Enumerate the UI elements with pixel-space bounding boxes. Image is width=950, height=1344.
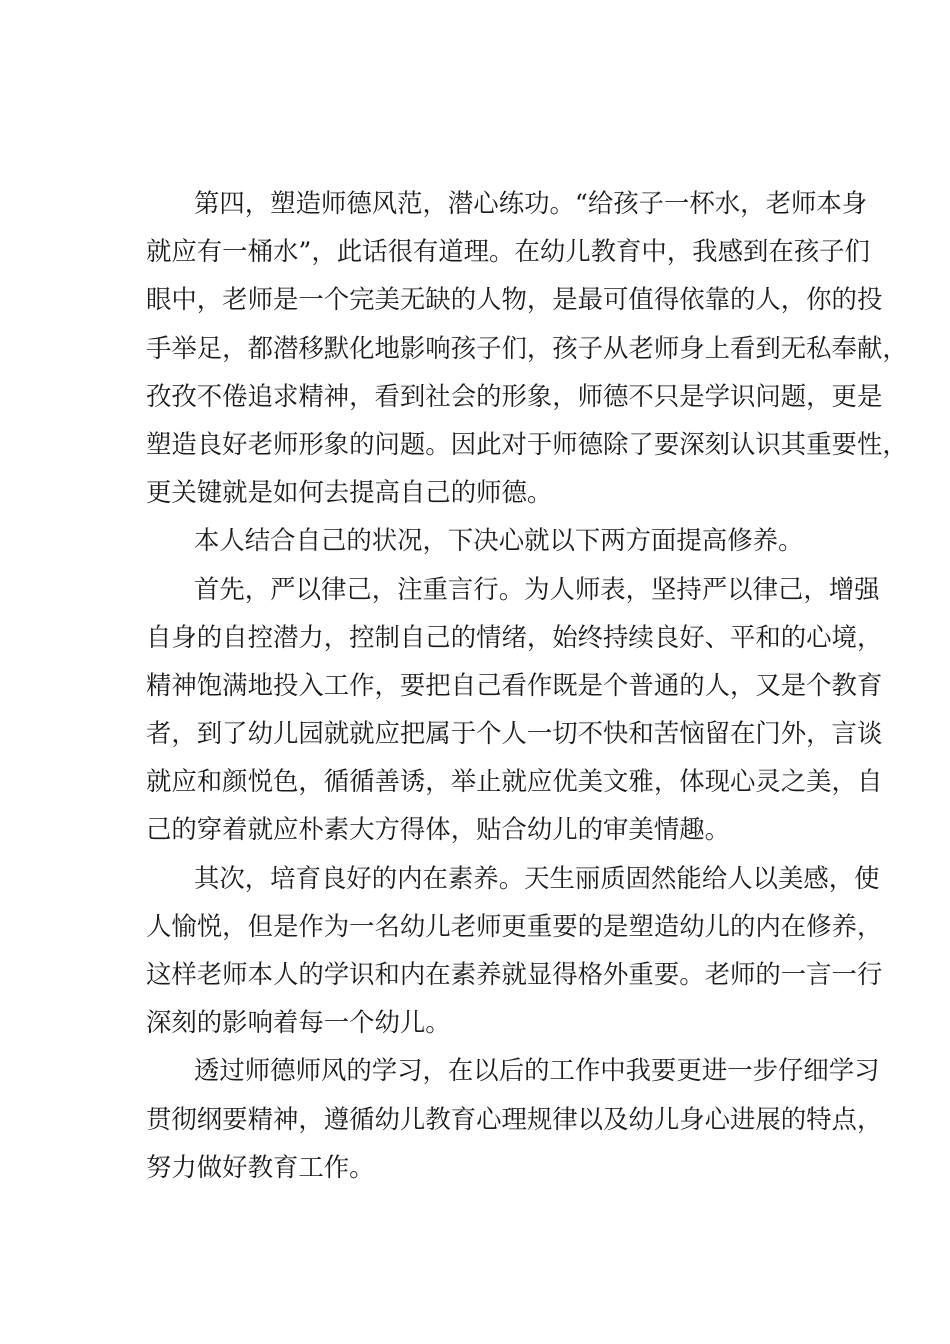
paragraph-3 [146,565,883,854]
paragraph-2 [146,516,822,564]
text-line: 手举足，都潜移默化地影响孩子们，孩子从老师身上看到无私奉献， [146,332,908,363]
body-text [146,179,908,1191]
text-line: 孜孜不倦追求精神，看到社会的形象，师德不只是学识问题，更是 [146,380,883,411]
text-line: 眼中，老师是一个完美无缺的人物，是最可值得依靠的人，你的投 [146,284,883,315]
paragraph-4 [146,854,883,1047]
text-line: 就应和颜悦色，循循善诱，举止就应优美文雅，体现心灵之美，自 [146,766,883,797]
text-line: 精神饱满地投入工作，要把自己看作既是个普通的人，又是个教育 [146,669,883,700]
text-line: 其次，培育良好的内在素养。天生丽质固然能给人以美感，使 [194,862,880,893]
text-line: 者，到了幼儿园就就应把属于个人一切不快和苦恼留在门外，言谈 [146,718,883,749]
text-line: 人愉悦，但是作为一名幼儿老师更重要的是塑造幼儿的内在修养， [146,910,883,941]
text-line: 这样老师本人的学识和内在素养就显得格外重要。老师的一言一行 [146,959,883,989]
text-line: 第四，塑造师德风范，潜心练功。“给孩子一杯水，老师本身 [194,188,868,218]
text-line: 自身的自控潜力，控制自己的情绪，始终持续良好、平和的心境， [146,621,883,652]
text-line: 贯彻纲要精神，遵循幼儿教育心理规律以及幼儿身心进展的特点， [146,1103,883,1134]
text-line: 首先，严以律己，注重言行。为人师表，坚持严以律己，增强 [194,573,880,604]
paragraph-1 [146,179,908,516]
text-line: 透过师德师风的学习，在以后的工作中我要更进一步仔细学习 [194,1055,880,1086]
text-line: 本人结合自己的状况，下决心就以下两方面提高修养。 [194,525,804,556]
text-line: 就应有一桶水”，此话很有道理。在幼儿教育中，我感到在孩子们 [146,236,870,267]
text-line: 己的穿着就应朴素大方得体，贴合幼儿的审美情趣。 [146,814,730,845]
text-line: 更关键就是如何去提高自己的师德。 [146,477,553,508]
text-line: 深刻的影响着每一个幼儿。 [146,1007,451,1038]
paragraph-5 [146,1046,883,1191]
text-line: 努力做好教育工作。 [146,1151,375,1182]
text-line: 塑造良好老师形象的问题。因此对于师德除了要深刻认识其重要性， [146,428,908,459]
